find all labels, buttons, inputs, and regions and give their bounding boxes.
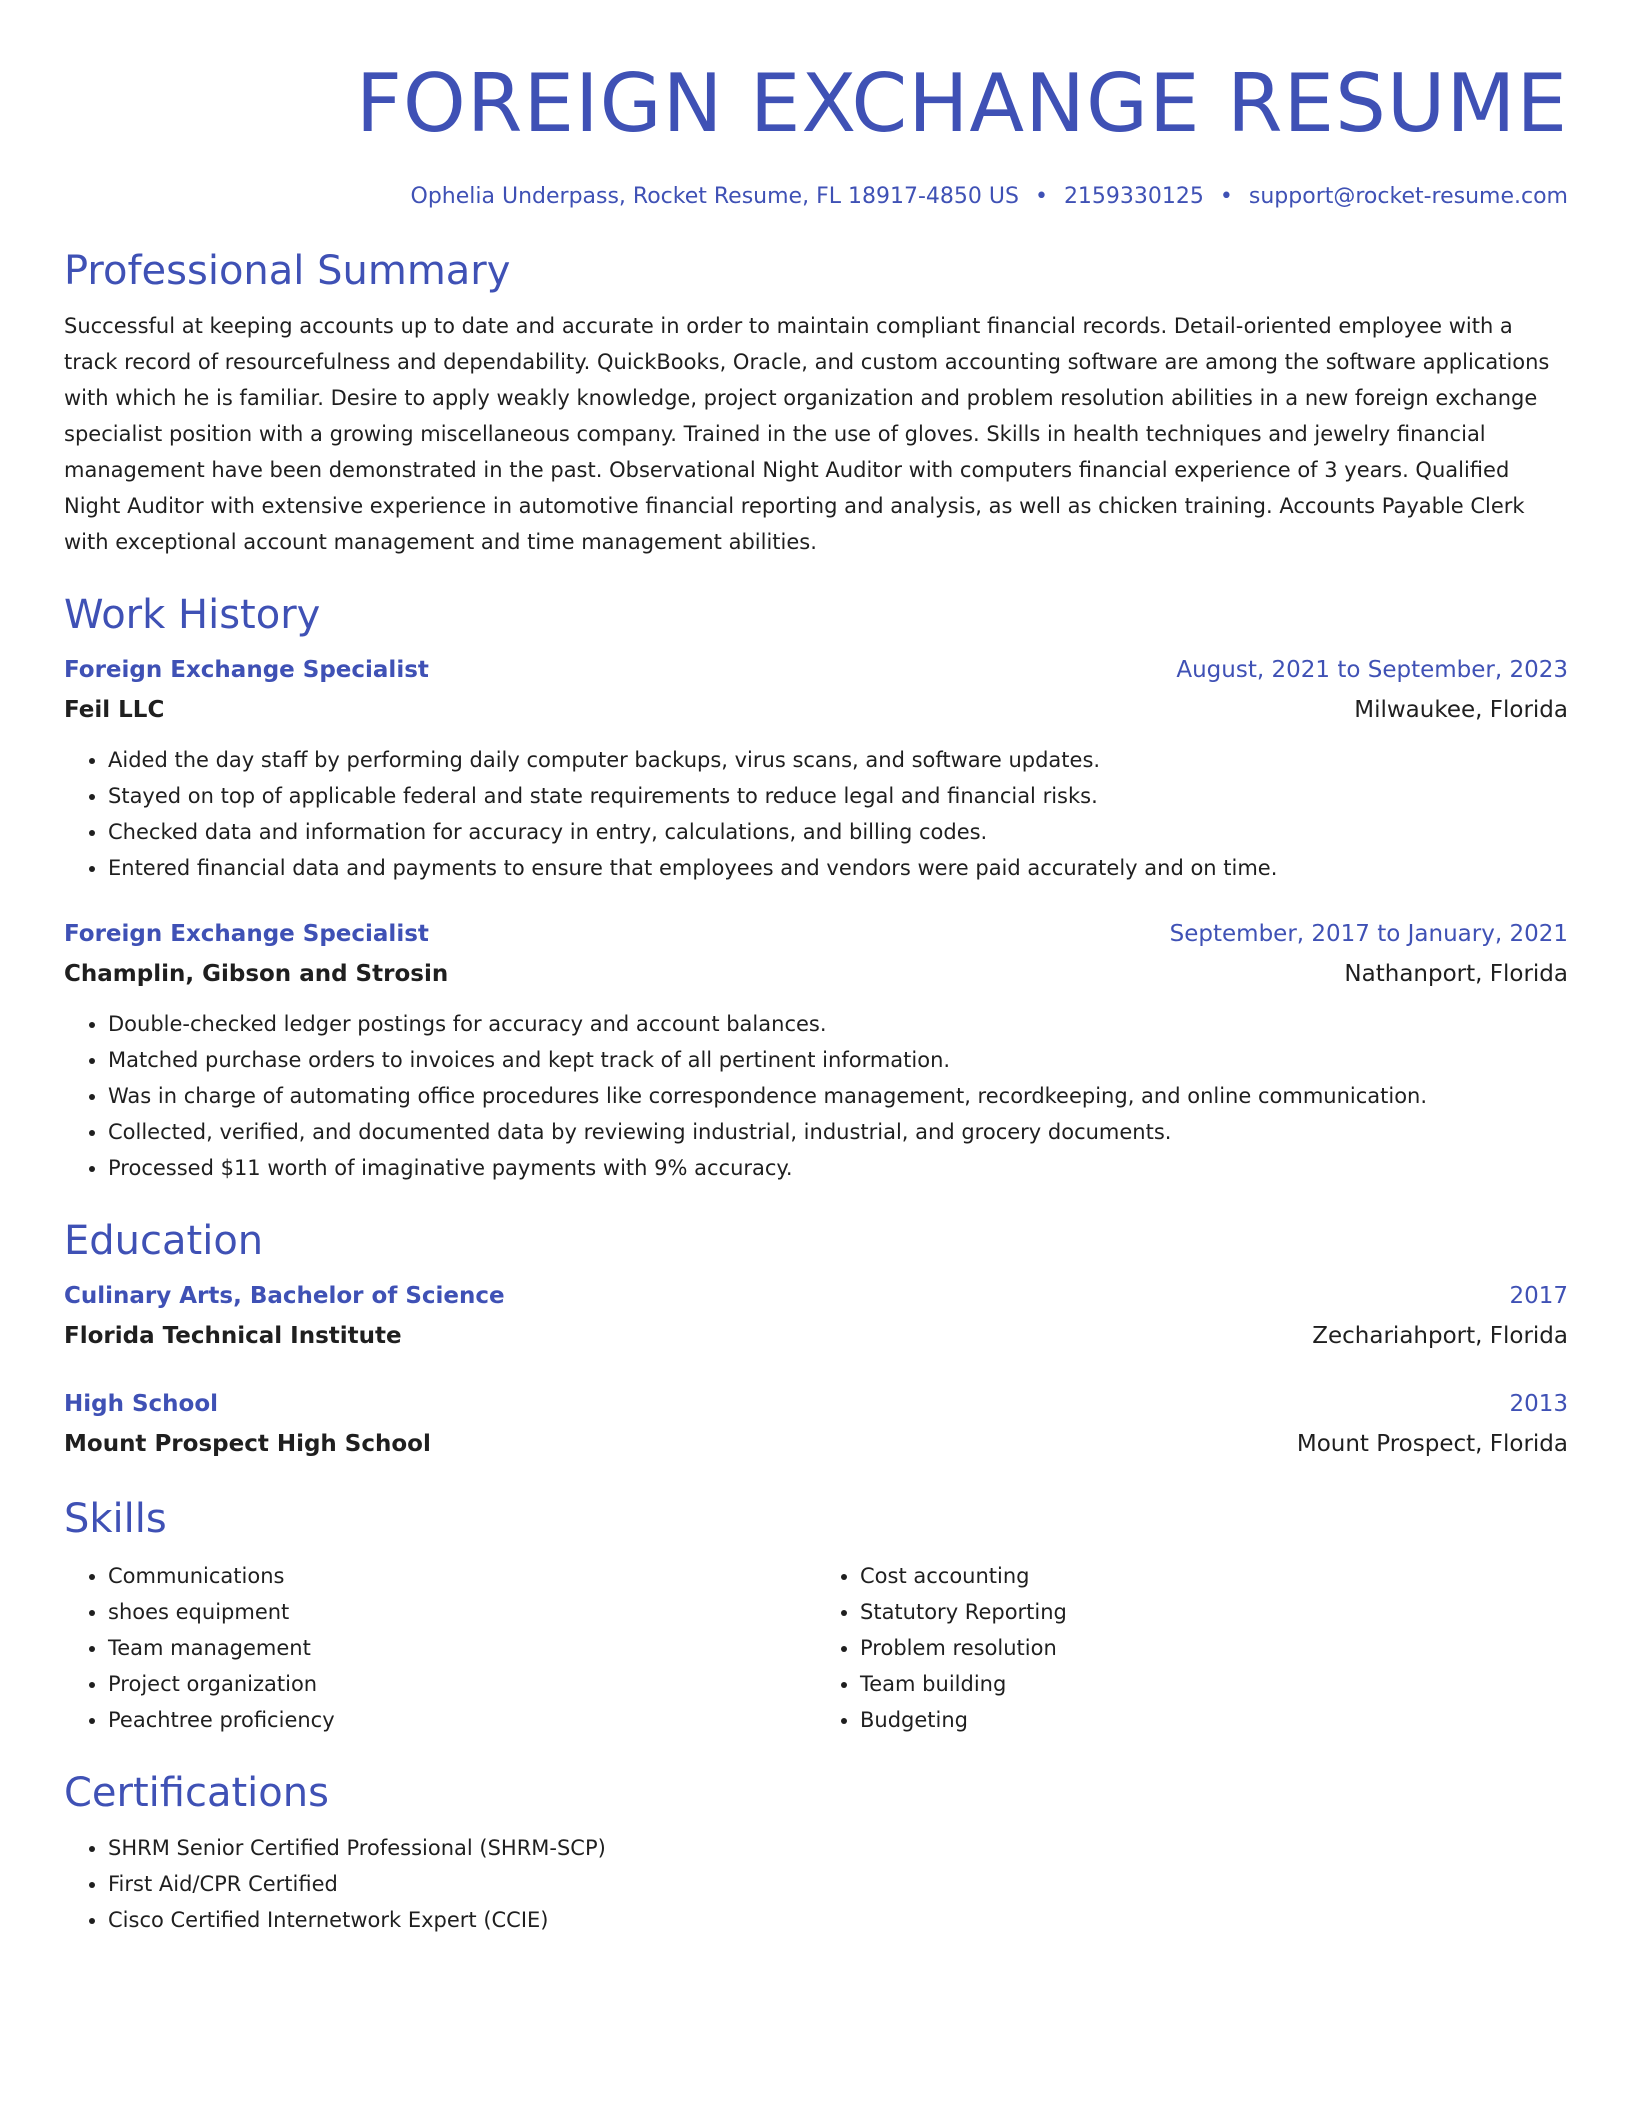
contact-separator: • xyxy=(1219,184,1233,209)
education-entry xyxy=(64,1384,1568,1464)
section-title-work-history: Work History xyxy=(64,592,321,638)
section-title-summary: Professional Summary xyxy=(64,248,511,294)
job-dates: August, 2021 to September, 2023 xyxy=(1176,657,1568,683)
skills-columns xyxy=(64,1558,1568,1738)
skill-item: • Team building xyxy=(860,1666,1568,1702)
skill-item: • Communications xyxy=(108,1558,816,1594)
list-item: • Stayed on top of applicable federal and state requirements to reduce legal and financial risks. xyxy=(108,778,1568,814)
certification-item: • Cisco Certified Internetwork Expert (CCIE) xyxy=(108,1902,1568,1938)
job-dates: September, 2017 to January, 2021 xyxy=(1169,921,1568,947)
contact-address: Ophelia Underpass, Rocket Resume, FL 18917-4850 US xyxy=(410,184,1019,209)
summary-text: Successful at keeping accounts up to date and accurate in order to maintain compliant financial records. Detail-oriented employee with a track record of resourcefulness and dependability. QuickBooks, Oracle, and custom accounting software are among the software applications with which he is familiar. Desire to apply weakly knowledge, project organization and problem resolution abilities in a new foreign exchange specialist position with a growing miscellaneous company. Trained in the use of gloves. Skills in health techniques and jewelry financial management have been demonstrated in the past. Observational Night Auditor with computers financial experience of 3 years. Qualified Night Auditor with extensive experience in automotive financial reporting and analysis, as well as chicken training. Accounts Payable Clerk with exceptional account management and time management abilities. xyxy=(64,314,1550,554)
list-item: • Aided the day staff by performing daily computer backups, virus scans, and software updates. xyxy=(108,742,1568,778)
skill-item: • Statutory Reporting xyxy=(860,1594,1568,1630)
job-entry xyxy=(64,914,1568,1186)
education-school: Florida Technical Institute xyxy=(64,1323,402,1349)
education-section xyxy=(64,1216,1568,1464)
education-year: 2017 xyxy=(1509,1283,1568,1309)
section-title-certifications: Certifications xyxy=(64,1770,329,1816)
skill-item: • Team management xyxy=(108,1630,816,1666)
certification-item: • SHRM Senior Certified Professional (SHRM-SCP) xyxy=(108,1830,1568,1866)
job-location: Nathanport, Florida xyxy=(1344,961,1568,987)
contact-phone: 2159330125 xyxy=(1063,184,1204,209)
contact-email: support@rocket-resume.com xyxy=(1248,184,1568,209)
skills-list-right xyxy=(816,1558,1568,1738)
education-location: Zechariahport, Florida xyxy=(1312,1323,1568,1349)
list-item: • Was in charge of automating office procedures like correspondence management, recordkeeping, and online communication. xyxy=(108,1078,1568,1114)
education-year: 2013 xyxy=(1509,1391,1568,1417)
list-item: • Processed $11 worth of imaginative payments with 9% accuracy. xyxy=(108,1150,1568,1186)
job-company: Feil LLC xyxy=(64,697,165,723)
job-location: Milwaukee, Florida xyxy=(1354,697,1568,723)
skill-item: • shoes equipment xyxy=(108,1594,816,1630)
job-role: Foreign Exchange Specialist xyxy=(64,657,429,683)
contact-line xyxy=(64,182,1568,212)
certification-item: • First Aid/CPR Certified xyxy=(108,1866,1568,1902)
skill-item: • Cost accounting xyxy=(860,1558,1568,1594)
education-location: Mount Prospect, Florida xyxy=(1296,1431,1568,1457)
skill-item: • Peachtree proficiency xyxy=(108,1702,816,1738)
list-item: • Entered financial data and payments to ensure that employees and vendors were paid accurately and on time. xyxy=(108,850,1568,886)
education-entry xyxy=(64,1276,1568,1356)
job-bullets xyxy=(64,742,1568,886)
list-item: • Matched purchase orders to invoices and kept track of all pertinent information. xyxy=(108,1042,1568,1078)
list-item: • Double-checked ledger postings for accuracy and account balances. xyxy=(108,1006,1568,1042)
skills-list-left xyxy=(64,1558,816,1738)
section-title-education: Education xyxy=(64,1218,264,1264)
job-bullets xyxy=(64,1006,1568,1186)
work-history-section xyxy=(64,590,1568,1186)
list-item: • Collected, verified, and documented data by reviewing industrial, industrial, and grocery documents. xyxy=(108,1114,1568,1150)
job-company: Champlin, Gibson and Strosin xyxy=(64,961,449,987)
list-item: • Checked data and information for accuracy in entry, calculations, and billing codes. xyxy=(108,814,1568,850)
skill-item: • Project organization xyxy=(108,1666,816,1702)
certifications-section xyxy=(64,1768,1568,1938)
resume-title: FOREIGN EXCHANGE RESUME xyxy=(355,57,1568,150)
job-entry xyxy=(64,650,1568,886)
job-role: Foreign Exchange Specialist xyxy=(64,921,429,947)
education-school: Mount Prospect High School xyxy=(64,1431,431,1457)
section-title-skills: Skills xyxy=(64,1496,167,1542)
certifications-list xyxy=(64,1830,1568,1938)
education-degree: High School xyxy=(64,1391,219,1417)
skill-item: • Budgeting xyxy=(860,1702,1568,1738)
skill-item: • Problem resolution xyxy=(860,1630,1568,1666)
contact-separator: • xyxy=(1034,184,1048,209)
skills-section xyxy=(64,1494,1568,1738)
education-degree: Culinary Arts, Bachelor of Science xyxy=(64,1283,505,1309)
